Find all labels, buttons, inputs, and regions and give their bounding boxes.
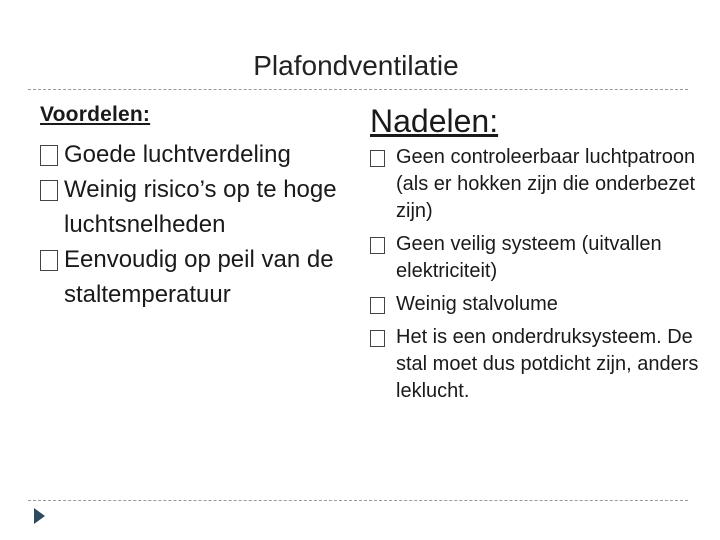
advantages-list	[40, 137, 360, 312]
list-item-text: Eenvoudig op peil van de staltemperatuur	[64, 246, 334, 308]
list-item	[40, 172, 360, 242]
list-item	[370, 144, 700, 225]
square-bullet-icon	[370, 237, 385, 254]
square-bullet-icon	[370, 150, 385, 167]
disadvantages-list	[370, 144, 700, 405]
list-item	[40, 242, 360, 312]
bottom-divider	[28, 500, 688, 501]
list-item-text: Het is een onderdruksysteem. De stal moet dus potdicht zijn, anders leklucht.	[396, 326, 699, 402]
disadvantages-heading: Nadelen:	[370, 103, 499, 139]
list-item	[370, 231, 700, 285]
list-item	[370, 324, 700, 405]
square-bullet-icon	[40, 145, 58, 166]
slide-title: Plafondventilatie	[253, 50, 459, 81]
list-item-text: Weinig stalvolume	[396, 293, 558, 315]
square-bullet-icon	[370, 297, 385, 314]
square-bullet-icon	[40, 250, 58, 271]
list-item	[370, 291, 700, 318]
play-arrow-icon[interactable]	[34, 508, 45, 524]
square-bullet-icon	[370, 330, 385, 347]
top-divider	[28, 89, 688, 90]
list-item	[40, 137, 360, 172]
list-item-text: Goede luchtverdeling	[64, 141, 291, 168]
square-bullet-icon	[40, 180, 58, 201]
advantages-column	[40, 101, 360, 312]
list-item-text: Geen veilig systeem (uitvallen elektriciteit)	[396, 233, 662, 282]
advantages-heading: Voordelen:	[40, 103, 151, 126]
list-item-text: Weinig risico’s op te hoge luchtsnelheden	[64, 176, 337, 238]
disadvantages-column	[370, 101, 700, 411]
list-item-text: Geen controleerbaar luchtpatroon (als er hokken zijn die onderbezet zijn)	[396, 146, 696, 222]
